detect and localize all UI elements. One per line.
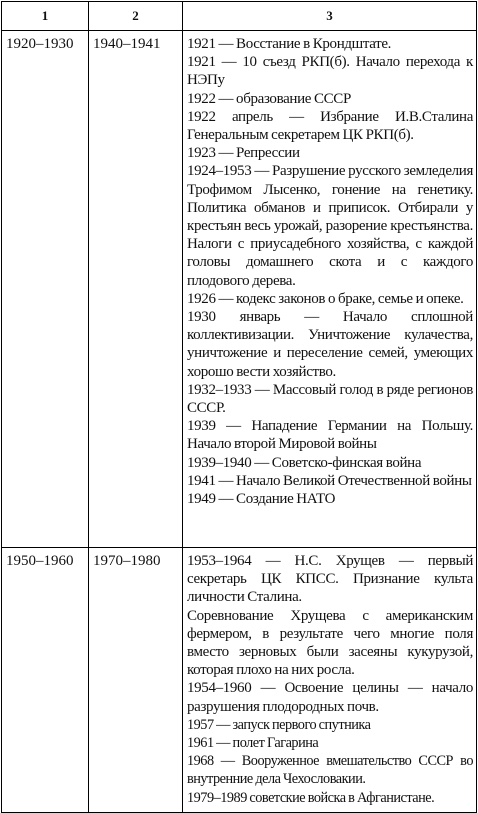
event-entry: 1954–1960 — Освоение целины — начало разрушения плодородных почв. bbox=[187, 680, 473, 715]
event-entry: 1923 — Репрессии bbox=[187, 145, 300, 162]
period-cell-col1: 1950–1960 bbox=[2, 548, 89, 813]
event-entry: Соревнование Хрущева с американским фермером, в результате чего многие поля вместо зерновых были засеяны кукурузой, которая плохо на них росла. bbox=[187, 607, 473, 679]
event-entry: 1921 — 10 съезд РКП(б). Начало перехода к НЭПу bbox=[187, 54, 473, 89]
period-cell-col2: 1970–1980 bbox=[89, 548, 183, 813]
event-entry: 1968 — Вооруженное вмешательство СССР во внутренние дела Чехословакии. bbox=[187, 753, 473, 788]
event-entry: 1921 — Восстание в Крондштате. bbox=[187, 36, 392, 52]
event-entry: 1924–1953 — Разрушение русского земледелия Трофимом Лысенко, гонение на генетику. Политика обманов и приписок. Отбирали у крестьян весь урожай, разорение крестьянства. Налоги с приусадебного хозяйства, с каждой головы домашнего скота и с каждого плодового дерева. bbox=[187, 163, 473, 289]
event-entry: 1922 — образование СССР bbox=[187, 90, 351, 107]
event-entry: 1941 — Начало Великой Отечественной войны bbox=[187, 472, 472, 489]
period-cell-col2: 1940–1941 bbox=[89, 31, 183, 548]
event-entry: 1939–1940 — Советско-финская война bbox=[187, 454, 422, 471]
period-cell-col1: 1920–1930 bbox=[2, 31, 89, 548]
table-row bbox=[2, 31, 477, 548]
event-entry: 1939 — Нападение Германии на Польшу. Начало второй Мировой войны bbox=[187, 418, 473, 453]
event-entry: 1932–1933 — Массовый голод в ряде регионов СССР. bbox=[187, 381, 473, 417]
table-row bbox=[2, 548, 477, 813]
header-cell-3: 3 bbox=[183, 2, 477, 31]
event-entry: 1979–1989 советские войска в Афганистане. bbox=[187, 789, 435, 806]
events-cell bbox=[183, 31, 477, 548]
events-cell bbox=[183, 548, 477, 813]
header-row bbox=[2, 2, 477, 31]
event-entry: 1926 — кодекс законов о браке, семье и опеке. bbox=[187, 290, 464, 307]
event-entry: 1930 январь — Начало сплошной коллективизации. Уничтожение кулачества, уничтожение и переселение семей, умеющих хорошо вести хозяйство. bbox=[187, 309, 473, 380]
header-cell-2: 2 bbox=[89, 2, 183, 31]
event-entry: 1949 — Создание НАТО bbox=[187, 491, 336, 508]
event-entry: 1957 — запуск первого спутника bbox=[187, 716, 371, 733]
event-entry: 1953–1964 — Н.С. Хрущев — первый секретарь ЦК КПСС. Признание культа личности Сталина. bbox=[187, 553, 473, 606]
header-cell-1: 1 bbox=[2, 2, 89, 31]
event-entry: 1922 апрель — Избрание И.В.Сталина Генеральным секретарем ЦК РКП(б). bbox=[187, 108, 473, 144]
chronology-table bbox=[1, 1, 477, 813]
event-entry: 1961 — полет Гагарина bbox=[187, 735, 319, 752]
